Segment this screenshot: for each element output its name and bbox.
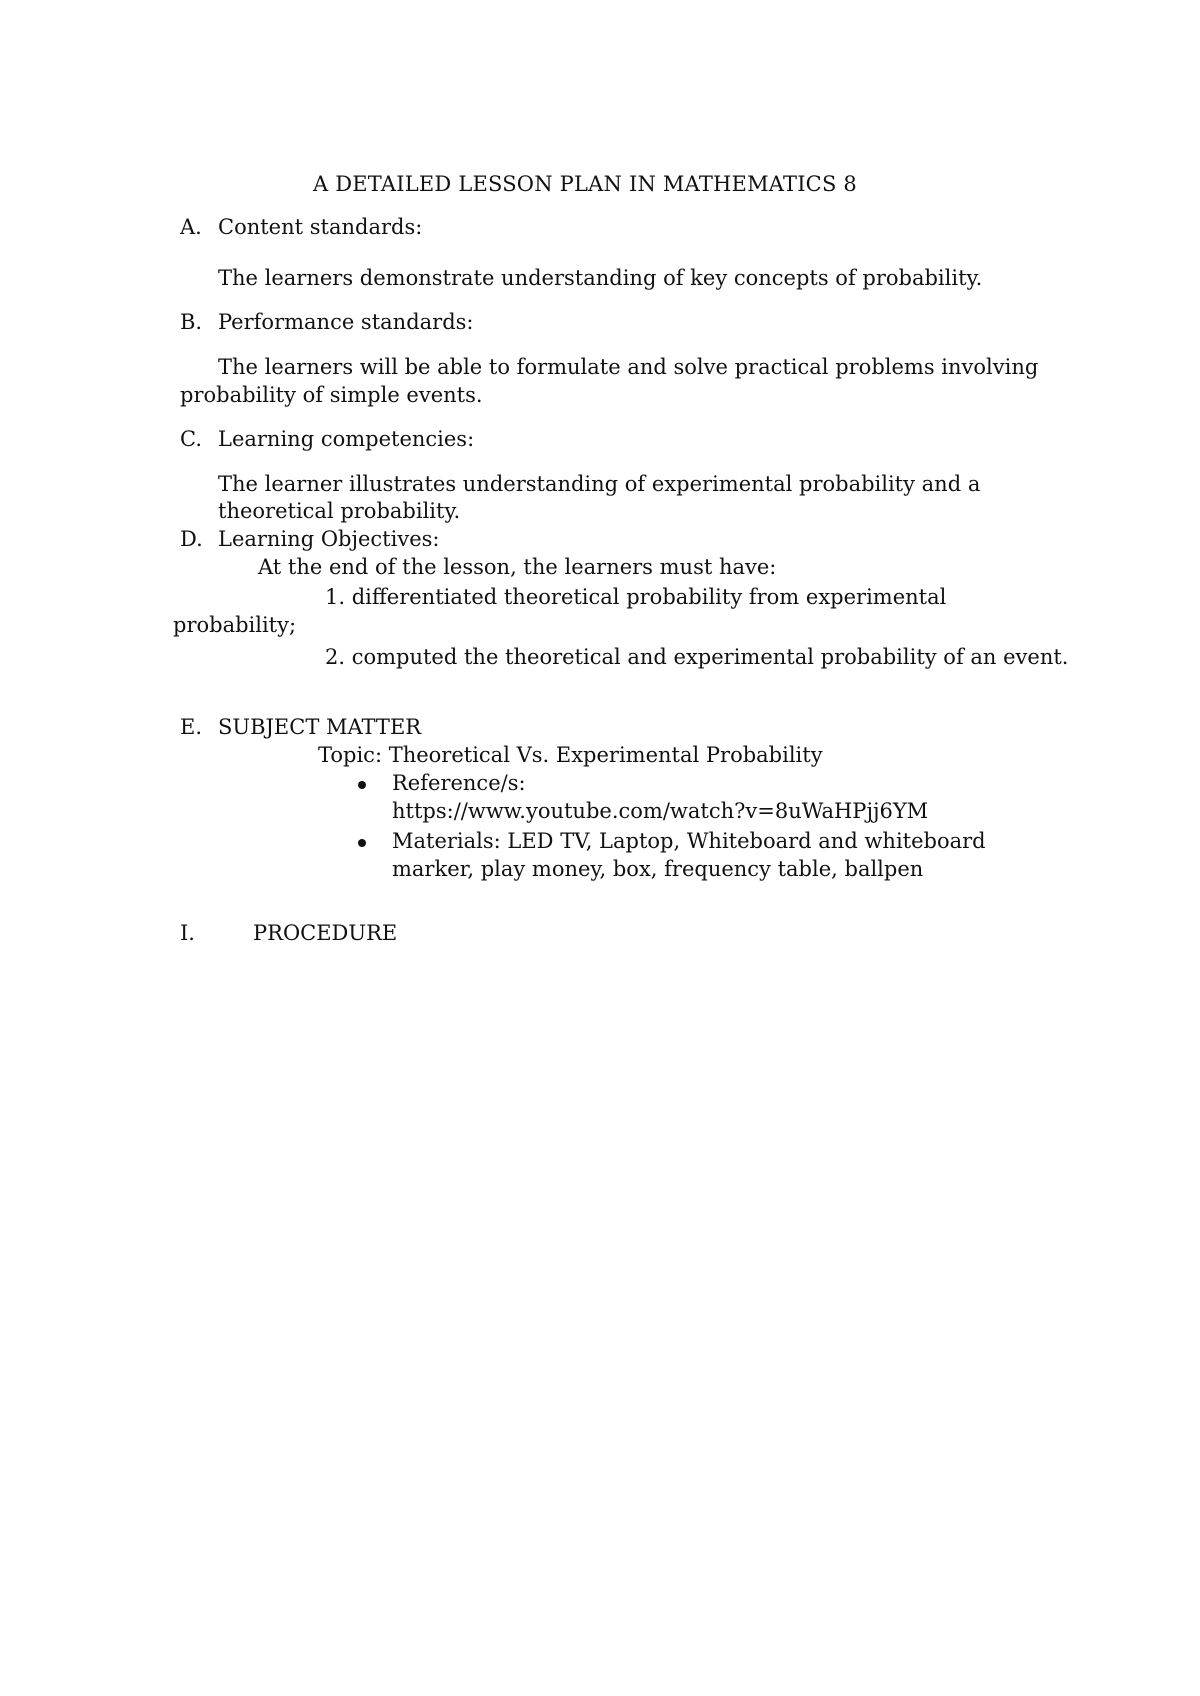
section-c-heading: Learning competencies: bbox=[218, 427, 475, 451]
objective-2: 2. computed the theoretical and experimental probability of an event. bbox=[325, 645, 1069, 669]
reference-label: Reference/s: bbox=[392, 771, 526, 795]
bullet-icon bbox=[358, 781, 366, 789]
section-c-body-line1: The learner illustrates understanding of experimental probability and a bbox=[218, 472, 981, 496]
document-title: A DETAILED LESSON PLAN IN MATHEMATICS 8 bbox=[313, 172, 857, 196]
section-c-body-line2: theoretical probability. bbox=[218, 499, 461, 523]
materials-line1: Materials: LED TV, Laptop, Whiteboard and whiteboard bbox=[392, 829, 986, 853]
reference-url: https://www.youtube.com/watch?v=8uWaHPjj6YM bbox=[392, 799, 929, 823]
objective-1-line1: 1. differentiated theoretical probability from experimental bbox=[325, 585, 947, 609]
section-c-letter: C. bbox=[180, 427, 202, 451]
section-b-heading: Performance standards: bbox=[218, 310, 474, 334]
subject-topic: Topic: Theoretical Vs. Experimental Probability bbox=[318, 743, 823, 767]
section-a-body: The learners demonstrate understanding of key concepts of probability. bbox=[218, 266, 983, 290]
section-d-letter: D. bbox=[180, 527, 203, 551]
section-a-heading: Content standards: bbox=[218, 215, 423, 239]
section-e-letter: E. bbox=[180, 715, 203, 739]
section-i-numeral: I. bbox=[180, 921, 195, 945]
section-i-heading: PROCEDURE bbox=[253, 921, 398, 945]
bullet-icon bbox=[358, 839, 366, 847]
section-e-heading: SUBJECT MATTER bbox=[218, 715, 422, 739]
section-d-heading: Learning Objectives: bbox=[218, 527, 440, 551]
section-b-letter: B. bbox=[180, 310, 203, 334]
section-b-body-line2: probability of simple events. bbox=[180, 383, 483, 407]
section-b-body-line1: The learners will be able to formulate and solve practical problems involving bbox=[218, 355, 1039, 379]
objective-1-line2: probability; bbox=[173, 613, 297, 637]
section-a-letter: A. bbox=[180, 215, 202, 239]
materials-line2: marker, play money, box, frequency table, ballpen bbox=[392, 857, 924, 881]
section-d-intro: At the end of the lesson, the learners must have: bbox=[258, 555, 777, 579]
